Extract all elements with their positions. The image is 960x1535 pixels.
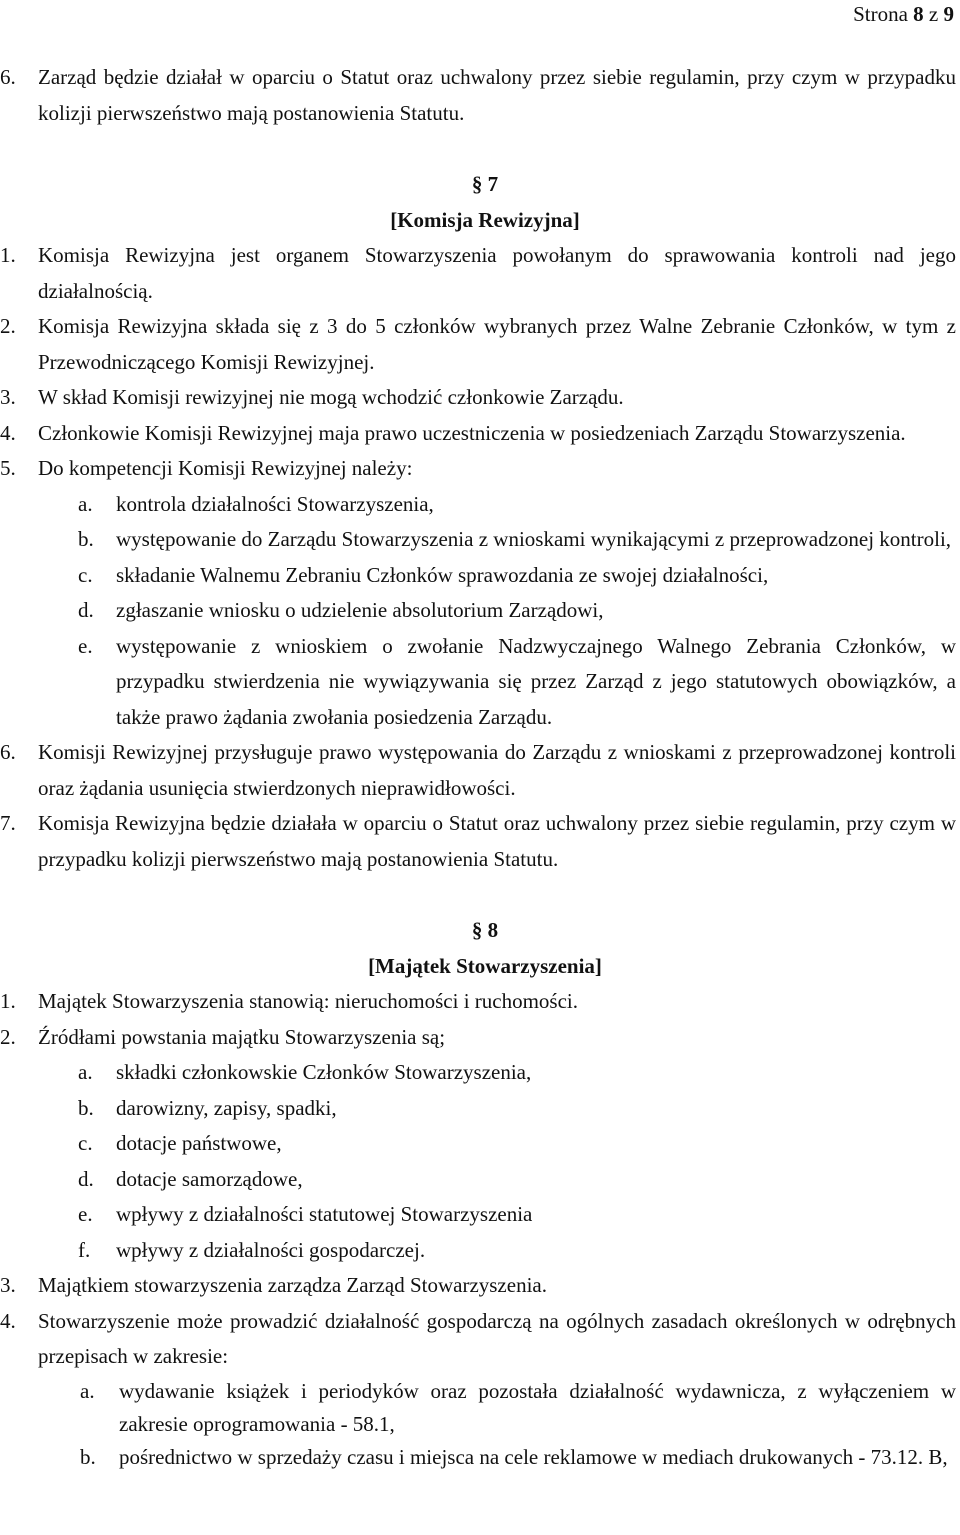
subitem-text: składanie Walnemu Zebraniu Członków sprawozdania ze swojej działalności, xyxy=(116,562,769,587)
item-text: W skład Komisji rewizyjnej nie mogą wchodzić członkowie Zarządu. xyxy=(38,385,624,409)
s8-item-2 xyxy=(0,1020,956,1056)
subitem-letter: f. xyxy=(78,1237,91,1262)
item-number: 4. xyxy=(0,1308,16,1333)
item-number: 7. xyxy=(0,811,16,835)
s8-sub-a xyxy=(0,1055,956,1091)
page-number-separator: z xyxy=(928,2,939,26)
item-text: Członkowie Komisji Rewizyjnej maja prawo uczestniczenia w posiedzeniach Zarządu Stowarzyszenia. xyxy=(38,420,906,445)
s7-sub-c xyxy=(0,558,956,594)
s7-sub-a xyxy=(0,487,956,523)
subitem-letter: c. xyxy=(78,1131,93,1155)
s7-item-7 xyxy=(0,806,956,877)
s8-sub-d xyxy=(0,1162,956,1198)
page-number-total: 9 xyxy=(943,2,954,26)
section-8-heading: § 8 xyxy=(471,918,499,942)
item-text: Stowarzyszenie może prowadzić działalność gospodarczą na ogólnych zasadach określonych w odrębnych przepisach w zakresie: xyxy=(38,1308,956,1368)
subitem-text: pośrednictwo w sprzedaży czasu i miejsca na cele reklamowe w mediach drukowanych - 73.12. B, xyxy=(119,1444,948,1469)
subitem-letter: b. xyxy=(80,1444,96,1469)
item-text: Źródłami powstania majątku Stowarzyszenia są; xyxy=(38,1024,446,1049)
s8-sub-f xyxy=(0,1233,956,1269)
s7-item-4 xyxy=(0,416,956,452)
subitem-text: składki członkowskie Członków Stowarzyszenia, xyxy=(116,1060,532,1084)
document-body xyxy=(0,60,956,1474)
s7-sub-d xyxy=(0,593,956,629)
paragraph-6 xyxy=(0,60,956,131)
paragraph-number: 6. xyxy=(0,65,16,89)
item-number: 2. xyxy=(0,1024,16,1049)
subitem-text: darowizny, zapisy, spadki, xyxy=(116,1095,337,1120)
s7-item-1 xyxy=(0,238,956,309)
item-number: 3. xyxy=(0,385,16,409)
item-number: 6. xyxy=(0,740,16,764)
item-number: 4. xyxy=(0,420,16,445)
subitem-letter: a. xyxy=(78,491,93,516)
s8-item-1 xyxy=(0,984,956,1020)
subitem-text: kontrola działalności Stowarzyszenia, xyxy=(116,491,434,516)
s8-sub4-a xyxy=(0,1375,956,1441)
item-number: 3. xyxy=(0,1273,16,1297)
item-number: 1. xyxy=(0,243,16,267)
item-text: Do kompetencji Komisji Rewizyjnej należy: xyxy=(38,456,413,480)
s7-item-5 xyxy=(0,451,956,487)
subitem-text: wpływy z działalności gospodarczej. xyxy=(116,1237,426,1262)
item-number: 2. xyxy=(0,314,16,338)
s7-item-3 xyxy=(0,380,956,416)
subitem-letter: d. xyxy=(78,1166,94,1191)
s8-item-3 xyxy=(0,1268,956,1304)
spacer xyxy=(0,131,956,167)
s8-sub-b xyxy=(0,1091,956,1127)
subitem-text: wydawanie książek i periodyków oraz pozostała działalność wydawnicza, z wyłączeniem w zakresie oprogramowania - 58.1, xyxy=(119,1378,956,1436)
subitem-letter: e. xyxy=(78,633,93,658)
page-number xyxy=(853,2,954,26)
subitem-letter: d. xyxy=(78,598,94,622)
page-number-prefix: Strona xyxy=(853,2,908,26)
s7-item-6 xyxy=(0,735,956,806)
subitem-text: dotacje samorządowe, xyxy=(116,1166,303,1191)
s7-sub-e xyxy=(0,629,956,736)
item-number: 5. xyxy=(0,456,16,480)
subitem-letter: a. xyxy=(78,1060,93,1084)
subitem-letter: e. xyxy=(78,1202,93,1226)
item-text: Komisja Rewizyjna jest organem Stowarzyszenia powołanym do sprawowania kontroli nad jego działalnością. xyxy=(38,243,956,303)
item-number: 1. xyxy=(0,989,16,1013)
s8-sub-c xyxy=(0,1126,956,1162)
subitem-text: dotacje państwowe, xyxy=(116,1131,282,1155)
item-text: Majątkiem stowarzyszenia zarządza Zarząd Stowarzyszenia. xyxy=(38,1273,547,1297)
item-text: Komisja Rewizyjna składa się z 3 do 5 członków wybranych przez Walne Zebranie Członków, w tym z Przewodniczącego Komisji Rewizyjnej. xyxy=(38,314,956,374)
s8-item-4 xyxy=(0,1304,956,1375)
subitem-letter: b. xyxy=(78,527,94,551)
section-7-heading: § 7 xyxy=(471,172,499,196)
subitem-text: występowanie do Zarządu Stowarzyszenia z wnioskami wynikającymi z przeprowadzonej kontroli, xyxy=(116,527,952,551)
subitem-text: wpływy z działalności statutowej Stowarzyszenia xyxy=(116,1202,533,1226)
subitem-letter: a. xyxy=(80,1378,95,1403)
item-text: Komisja Rewizyjna będzie działała w oparciu o Statut oraz uchwalony przez siebie regulamin, przy czym w przypadku kolizji pierwszeństwo mają postanowienia Statutu. xyxy=(38,811,956,871)
section-7-title: [Komisja Rewizyjna] xyxy=(390,207,580,232)
item-text: Majątek Stowarzyszenia stanowią: nieruchomości i ruchomości. xyxy=(38,989,579,1013)
s8-sub4-b xyxy=(0,1441,956,1474)
s7-item-2 xyxy=(0,309,956,380)
subitem-text: występowanie z wnioskiem o zwołanie Nadzwyczajnego Walnego Zebrania Członków, w przypadku stwierdzenia nie wywiązywania się przez Zarząd z jego statutowych obowiązków, a także prawo żądania zwołania posiedzenia Zarządu. xyxy=(116,633,956,729)
s8-sub-e xyxy=(0,1197,956,1233)
paragraph-text: Zarząd będzie działał w oparciu o Statut oraz uchwalony przez siebie regulamin, przy czym w przypadku kolizji pierwszeństwo mają postanowienia Statutu. xyxy=(38,65,956,125)
subitem-text: zgłaszanie wniosku o udzielenie absolutorium Zarządowi, xyxy=(116,598,604,622)
section-8-title: [Majątek Stowarzyszenia] xyxy=(368,953,602,978)
spacer xyxy=(0,877,956,913)
subitem-letter: b. xyxy=(78,1095,94,1120)
page-number-current: 8 xyxy=(913,2,924,26)
item-text: Komisji Rewizyjnej przysługuje prawo występowania do Zarządu z wnioskami z przeprowadzonej kontroli oraz żądania usunięcia stwierdzonych nieprawidłowości. xyxy=(38,740,956,800)
subitem-letter: c. xyxy=(78,562,93,587)
s7-sub-b xyxy=(0,522,956,558)
